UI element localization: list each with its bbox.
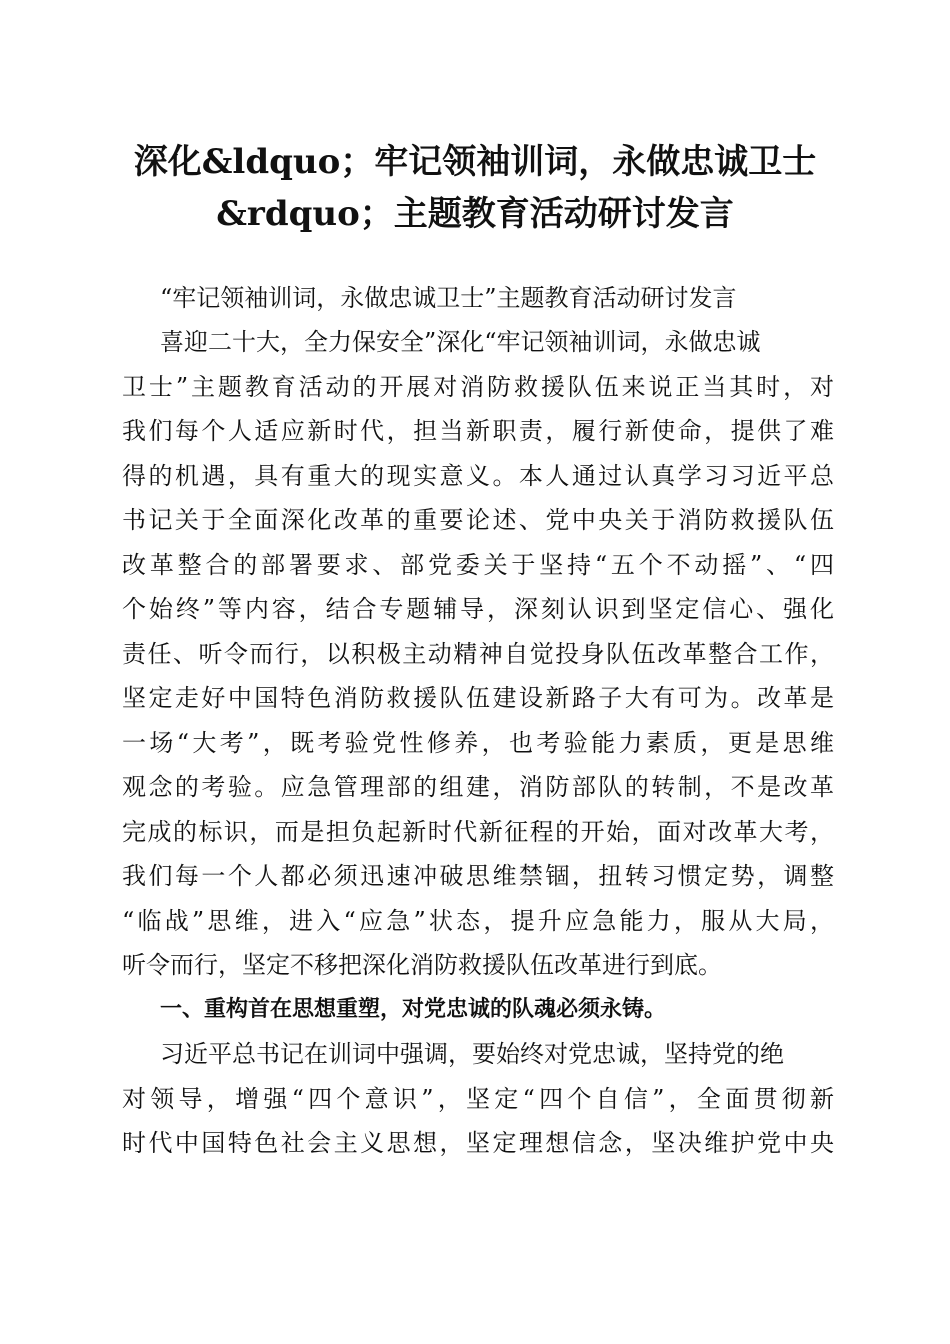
paragraph-line: 书记关于全面深化改革的重要论述、党中央关于消防救援队伍 bbox=[122, 506, 834, 534]
paragraph-line: 观念的考验。应急管理部的组建，消防部队的转制，不是改革 bbox=[122, 773, 834, 801]
paragraph-line: 改革整合的部署要求、部党委关于坚持“五个不动摇”、“四 bbox=[122, 551, 834, 579]
subtitle-line: “牢记领袖训词，永做忠诚卫士”主题教育活动研讨发言 bbox=[160, 284, 737, 312]
paragraph-line: 责任、听令而行，以积极主动精神自觉投身队伍改革整合工作， bbox=[122, 640, 834, 668]
title-line-1: 深化&ldquo；牢记领袖训词，永做忠诚卫士 bbox=[133, 142, 817, 182]
paragraph-line: 我们每一个人都必须迅速冲破思维禁锢，扭转习惯定势，调整 bbox=[122, 862, 834, 890]
paragraph-line: 个始终”等内容，结合专题辅导，深刻认识到坚定信心、强化 bbox=[122, 595, 834, 623]
paragraph-line: 得的机遇，具有重大的现实意义。本人通过认真学习习近平总 bbox=[122, 462, 834, 490]
paragraph-line: “临战”思维，进入“应急”状态，提升应急能力，服从大局， bbox=[122, 907, 834, 935]
paragraph-line: 喜迎二十大，全力保安全”深化“牢记领袖训词，永做忠诚 bbox=[160, 328, 761, 356]
paragraph-line: 听令而行，坚定不移把深化消防救援队伍改革进行到底。 bbox=[122, 951, 722, 979]
paragraph-line: 卫士”主题教育活动的开展对消防救援队伍来说正当其时，对 bbox=[122, 373, 834, 401]
paragraph-line: 坚定走好中国特色消防救援队伍建设新路子大有可为。改革是 bbox=[122, 684, 834, 712]
paragraph-line: 习近平总书记在训词中强调，要始终对党忠诚，坚持党的绝 bbox=[160, 1040, 784, 1068]
paragraph-line: 一场“大考”，既考验党性修养，也考验能力素质，更是思维 bbox=[122, 729, 834, 757]
paragraph-line: 时代中国特色社会主义思想，坚定理想信念，坚决维护党中央 bbox=[122, 1129, 834, 1157]
paragraph-line: 对领导，增强“四个意识”，坚定“四个自信”，全面贯彻新 bbox=[122, 1085, 834, 1113]
paragraph-line: 完成的标识，而是担负起新时代新征程的开始，面对改革大考， bbox=[122, 818, 834, 846]
title-line-2: &rdquo；主题教育活动研讨发言 bbox=[216, 194, 734, 234]
document-title bbox=[100, 136, 850, 240]
section-heading: 一、重构首在思想重塑，对党忠诚的队魂必须永铸。 bbox=[160, 997, 667, 1022]
paragraph-line: 我们每个人适应新时代，担当新职责，履行新使命，提供了难 bbox=[122, 417, 834, 445]
